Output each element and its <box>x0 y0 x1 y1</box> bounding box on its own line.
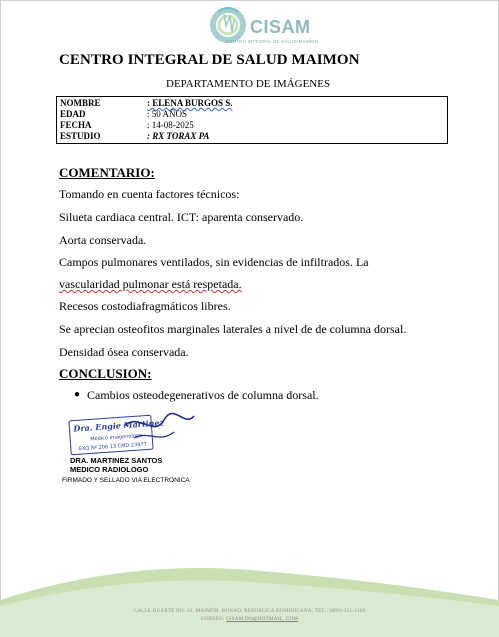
info-value: : 50 AÑOS <box>147 109 188 119</box>
info-value <box>147 98 233 109</box>
svg-text:Dra. Engie Martinez: Dra. Engie Martinez <box>73 417 165 434</box>
signature-stamp <box>64 408 204 458</box>
signer-title: MEDICO RADIOLOGO <box>70 465 149 474</box>
department-name: DEPARTAMENTO DE IMÁGENES <box>166 78 331 90</box>
logo-subtitle: CENTRO INTEGRAL DE SALUD MAIMON <box>226 39 319 44</box>
footer-email-link[interactable]: CISAM.DO@HOTMAIL .COM <box>226 617 299 622</box>
info-value: : RX TORAX PA <box>147 131 210 141</box>
report-line: vascularidad pulmonar está respetada. <box>59 277 242 291</box>
report-line: Recesos costodiafragmáticos libres. <box>59 299 231 313</box>
report-line: Se aprecian osteofitos marginales laterales a nivel de de columna dorsal. <box>59 322 407 336</box>
info-label: FECHA <box>60 120 92 130</box>
report-line: Densidad ósea conservada. <box>59 345 189 359</box>
svg-text:Medico Imagenologo: Medico Imagenologo <box>90 432 143 443</box>
footer-email-line <box>0 617 499 622</box>
signer-name <box>70 456 162 474</box>
comment-heading: COMENTARIO: <box>59 165 155 180</box>
signer-name-text: DRA. MARTINEZ SANTOS <box>70 456 163 465</box>
clinic-title: CENTRO INTEGRAL DE SALUD MAIMON <box>59 52 360 68</box>
bullet-icon: ● <box>74 389 81 400</box>
info-value: : 14-08-2025 <box>147 120 194 130</box>
conclusion-heading: CONCLUSION: <box>59 366 152 381</box>
signature-note: FIRMADO Y SELLADO VIA ELECTRONICA <box>62 477 190 484</box>
report-line: Silueta cardiaca central. ICT: aparenta conservado. <box>59 210 304 224</box>
info-label: EDAD <box>60 109 86 119</box>
report-line: Campos pulmonares ventilados, sin evidencias de infiltrados. La <box>59 255 369 269</box>
logo-wordmark: CISAM <box>250 17 311 37</box>
footer-address: CALLE DUARTE NO. 13, MAIMÓN, BONAO, REPUBLICA DOMINICANA, TEL.: (809)-551-2166 <box>133 609 366 614</box>
report-line: Tomando en cuenta factores técnicos: <box>59 187 240 201</box>
patient-name: : ELENA BURGOS S. <box>147 98 233 108</box>
info-label: NOMBRE <box>60 98 101 108</box>
svg-text:EXQ Nº 206 13 CMD 23977: EXQ Nº 206 13 CMD 23977 <box>78 441 147 453</box>
report-line: Aorta conservada. <box>59 233 147 247</box>
conclusion-item: Cambios osteodegenerativos de columna dorsal. <box>87 388 319 402</box>
footer-wave <box>0 560 499 637</box>
info-label: ESTUDIO <box>60 131 101 141</box>
footer-email-label: CORREO: <box>200 617 225 622</box>
patient-info-box <box>56 96 448 144</box>
